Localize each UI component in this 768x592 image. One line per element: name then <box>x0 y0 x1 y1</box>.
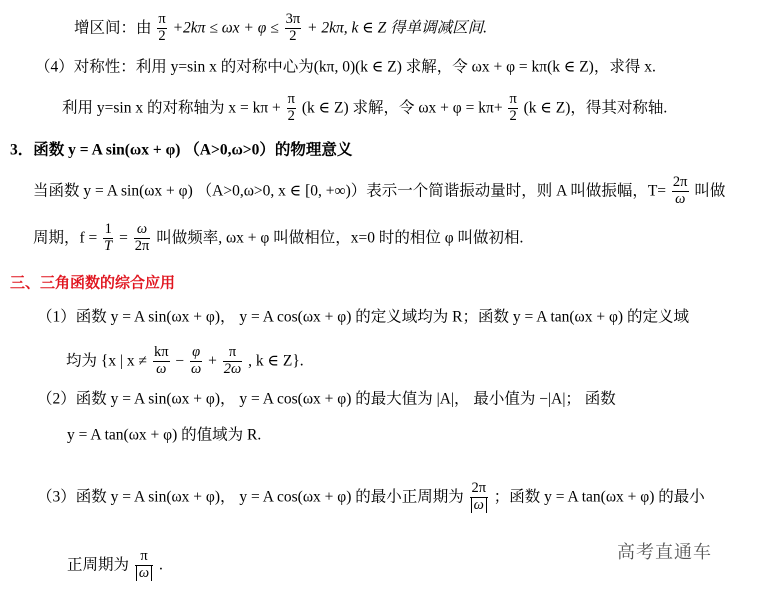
line6-text-a: 周期，f = <box>33 229 98 247</box>
line6-text-b: 叫做频率, ωx + φ 叫做相位，x=0 时的相位 φ 叫做初相. <box>156 229 524 247</box>
line11-text: y = A tan(ωx + φ) 的值域为 R. <box>67 426 262 444</box>
line13-text-a: 正周期为 <box>67 556 130 574</box>
line-tan-range <box>67 425 261 445</box>
line9-text-b: , k ∈ Z}. <box>248 352 304 370</box>
line1-text-c: + 2kπ, k ∈ Z 得单调减区间. <box>307 19 487 37</box>
line8-text: （1）函数 y = A sin(ωx + φ)， y = A cos(ωx + φ) 的定义域均为 R；函数 y = A tan(ωx + φ) 的定义域 <box>37 308 689 326</box>
line2-text: （4）对称性：利用 y=sin x 的对称中心为(kπ, 0)(k ∈ Z) 求解，令 ωx + φ = kπ(k ∈ Z)，求得 x. <box>35 58 656 76</box>
line13-text-b: . <box>159 556 163 574</box>
fraction-pi-over-2: $\frac{\pi}{2}$ <box>158 11 166 44</box>
fraction-omega-over-2pi: $\frac{\omega}{2\pi}$ <box>134 221 150 254</box>
line12-text-a: （3）函数 y = A sin(ωx + φ)， y = A cos(ωx + φ) 的最小正周期为 <box>37 488 464 506</box>
line-max-min <box>37 389 616 409</box>
line10-text: （2）函数 y = A sin(ωx + φ)， y = A cos(ωx + φ) 的最大值为 |A|， 最小值为 −|A|； 函数 <box>37 390 616 408</box>
line-period-frequency: 周期，f = $\frac{1}{T}$ = $\frac{\omega}{2\pi}$ 叫做频率, ωx + φ 叫做相位，x=0 时的相位 φ 叫做初相. <box>33 221 524 254</box>
line-tan-domain: 均为 {x | x ≠ $\frac{k\pi}{\omega}$ − $\frac{\varphi}{\omega}$ + $\frac{\pi}{2\omega}$ , k ∈ Z}. <box>66 344 304 377</box>
line-symmetry-center <box>35 57 656 77</box>
fraction-pi-over-2: $\frac{\pi}{2}$ <box>509 91 517 124</box>
watermark-text: 高考直通车 <box>617 542 712 563</box>
fraction-3pi-over-2: $\frac{3\pi}{2}$ <box>285 11 301 44</box>
line-tan-min-period <box>67 549 163 582</box>
line9-text-a: 均为 {x | x ≠ <box>66 352 148 370</box>
fraction-phi-over-omega: $\frac{\varphi}{\omega}$ <box>191 344 202 377</box>
line1-text-a: 增区间：由 <box>74 19 152 37</box>
line3-text-c: (k ∈ Z)，得其对称轴. <box>523 99 668 117</box>
fraction-1-over-T: $\frac{1}{T}$ <box>104 221 113 254</box>
section3-heading: 3．函数 y = A sin(ωx + φ) （A>0,ω>0）的物理意义 <box>10 141 353 159</box>
line-min-period <box>37 481 705 514</box>
line1-text-b: +2kπ ≤ ωx + φ ≤ <box>172 19 279 37</box>
line-symmetry-axis <box>62 92 667 125</box>
line-increase-interval <box>74 12 487 45</box>
line5-text-b: 叫做 <box>694 182 726 200</box>
fraction-2pi-over-omega: $\frac{2\pi}{\omega}$ <box>672 174 688 207</box>
line12-text-b: ；函数 y = A tan(ωx + φ) 的最小 <box>493 488 705 506</box>
fraction-pi-over-2omega: $\frac{\pi}{2\omega}$ <box>223 344 242 377</box>
fraction-kpi-over-omega: $\frac{k\pi}{\omega}$ <box>153 344 169 377</box>
line3-text-b: (k ∈ Z) 求解，令 ωx + φ = kπ+ <box>301 99 503 117</box>
fraction-2pi-over-abs-omega: $\frac{2\pi}{\omega}$ <box>471 480 487 513</box>
fraction-pi-over-2: $\frac{\pi}{2}$ <box>287 91 295 124</box>
line-amplitude <box>33 175 725 208</box>
section-heading-comprehensive: 三、三角函数的综合应用 <box>10 273 176 292</box>
line5-text-a: 当函数 y = A sin(ωx + φ) （A>0,ω>0, x ∈ [0, +∞)）表示一个简谐振动量时，则 A 叫做振幅，T= <box>33 182 667 200</box>
fraction-pi-over-abs-omega: $\frac{\pi}{\omega}$ <box>135 549 153 582</box>
line-domain <box>37 307 689 327</box>
line3-text-a: 利用 y=sin x 的对称轴为 x = kπ + <box>62 99 281 117</box>
